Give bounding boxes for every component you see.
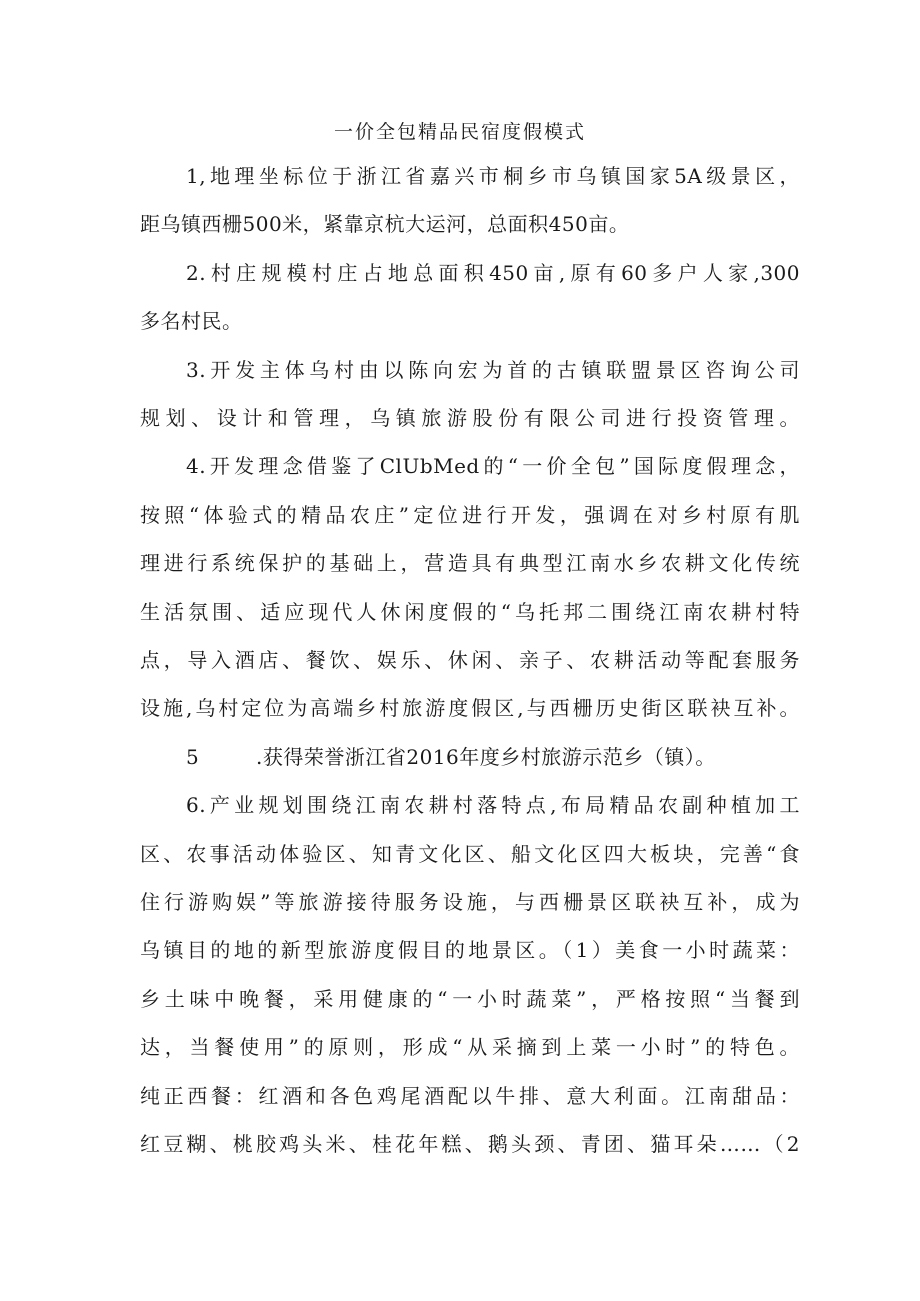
paragraph-6-line-8: 红豆糊、桃胶鸡头米、桂花年糕、鹅头颈、青团、猫耳朵……（2 — [140, 1132, 800, 1156]
paragraph-6-line-7: 纯正西餐：红酒和各色鸡尾酒配以牛排、意大利面。江南甜品： — [140, 1084, 800, 1108]
paragraph-3-line-2: 规划、设计和管理，乌镇旅游股份有限公司进行投资管理。 — [140, 406, 800, 430]
paragraph-1-line-2: 距乌镇西栅500米，紧靠京杭大运河，总面积450亩。 — [140, 212, 630, 236]
paragraph-3-line-1: 3.开发主体乌村由以陈向宏为首的古镇联盟景区咨询公司 — [186, 358, 800, 382]
paragraph-6-line-4: 乌镇目的地的新型旅游度假目的地景区。（1）美食一小时蔬菜： — [140, 938, 800, 962]
paragraph-4-line-6: 设施,乌村定位为高端乡村旅游度假区,与西栅历史街区联袂互补。 — [140, 696, 800, 720]
paragraph-4-line-5: 点，导入酒店、餐饮、娱乐、休闲、亲子、农耕活动等配套服务 — [140, 648, 800, 672]
paragraph-2-line-2: 多名村民。 — [140, 309, 243, 333]
paragraph-4-line-1: 4.开发理念借鉴了ClUbMed的“一价全包”国际度假理念， — [186, 454, 800, 478]
paragraph-6-line-5: 乡土味中晚餐，采用健康的“一小时蔬菜”，严格按照“当餐到 — [140, 987, 800, 1011]
paragraph-6-line-2: 区、农事活动体验区、知青文化区、船文化区四大板块，完善“食 — [140, 842, 800, 866]
paragraph-6-line-1: 6.产业规划围绕江南农耕村落特点,布局精品农副种植加工 — [186, 793, 800, 817]
paragraph-5-number: 5 — [186, 745, 200, 769]
paragraph-4-line-4: 生活氛围、适应现代人休闲度假的“乌托邦二围绕江南农耕村特 — [140, 600, 800, 624]
paragraph-1-line-1: 1,地理坐标位于浙江省嘉兴市桐乡市乌镇国家5A级景区， — [186, 164, 800, 188]
paragraph-4-line-3: 理进行系统保护的基础上，营造具有典型江南水乡农耕文化传统 — [140, 551, 800, 575]
paragraph-2-line-1: 2.村庄规模村庄占地总面积450亩,原有60多户人家,300 — [186, 261, 800, 285]
paragraph-6-line-6: 达，当餐使用”的原则，形成“从采摘到上菜一小时”的特色。 — [140, 1035, 800, 1059]
paragraph-5 — [186, 743, 786, 771]
paragraph-4-line-2: 按照“体验式的精品农庄”定位进行开发，强调在对乡村原有肌 — [140, 503, 800, 527]
paragraph-6-line-3: 住行游购娱”等旅游接待服务设施，与西栅景区联袂互补，成为 — [140, 890, 800, 914]
document-title: 一价全包精品民宿度假模式 — [333, 121, 586, 143]
paragraph-5-text: .获得荣誉浙江省2016年度乡村旅游示范乡（镇）。 — [256, 745, 716, 769]
